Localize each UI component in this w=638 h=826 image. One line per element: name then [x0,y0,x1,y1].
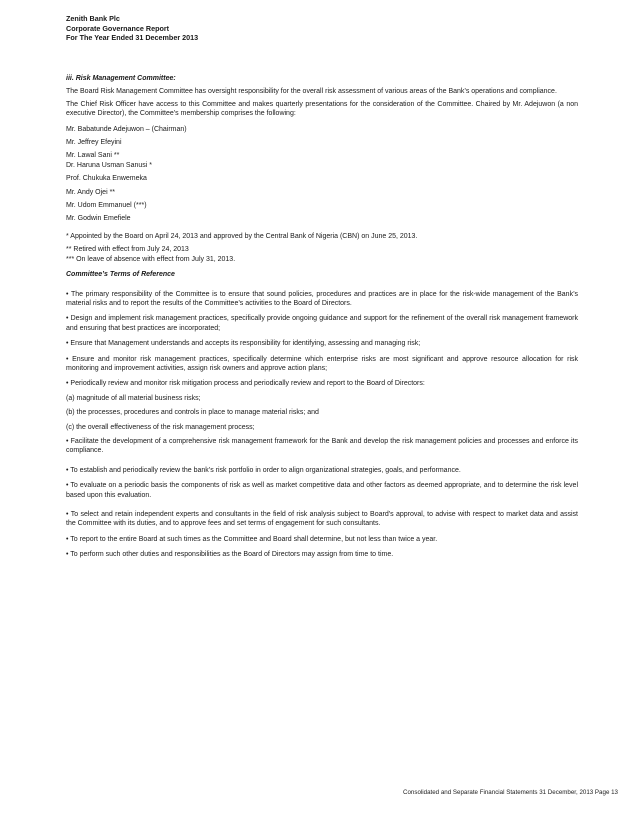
report-title: Corporate Governance Report [66,23,170,33]
page-footer: Consolidated and Separate Financial Statements 31 December, 2013 Page 13 [403,789,618,796]
terms-subitem: (a) magnitude of all material business risks; [66,394,201,402]
member-item: Prof. Chukuka Enwemeka [66,175,147,183]
member-item: Mr. Andy Ojei ** [66,188,116,196]
footnote: ** Retired with effect from July 24, 2013 [66,246,189,254]
member-item: Mr. Godwin Emefiele [66,215,131,223]
member-item: Dr. Haruna Usman Sanusi * [66,161,152,169]
company-name: Zenith Bank Plc [66,14,120,23]
section-paragraph: The Chief Risk Officer have access to this Committee and makes quarterly presentations for the consideration of the Committee. Chaired by Mr. Adejuwon (a non executive Director), the Committee’s membership comprises the following: [66,100,578,118]
footnote: * Appointed by the Board on April 24, 2013 and approved by the Central Bank of Nigeria (CBN) on June 25, 2013. [66,232,418,240]
terms-item: • Ensure and monitor risk management practices, specifically determine which enterprise risks are most significant and approve resource allocation for risk monitoring and improvement activities, assign risk owners and approve action plans; [66,355,578,372]
member-item: Mr. Udom Emmanuel (***) [66,202,147,210]
terms-list [66,290,578,560]
terms-item: • To establish and periodically review the bank’s risk portfolio in order to align organizational strategies, goals, and performance. [66,466,461,474]
terms-item: • The primary responsibility of the Committee is to ensure that sound policies, procedures and practices are in place for the risk-wide management of the Bank’s material risks and to report the results of the Committee’s activities to the Board of Directors. [66,290,578,307]
footnote: *** On leave of absence with effect from July 31, 2013. [66,255,236,263]
terms-subitem: (b) the processes, procedures and controls in place to manage material risks; and [66,409,319,417]
report-period: For The Year Ended 31 December 2013 [66,33,199,43]
terms-item: • To report to the entire Board at such times as the Committee and Board shall determine, but not less than twice a year. [66,535,438,543]
terms-item: • Ensure that Management understands and accepts its responsibility for identifying, assessing and managing risk; [66,340,421,348]
member-list [66,125,578,224]
terms-item: • Design and implement risk management practices, specifically provide ongoing guidance and support for the refinement of the overall risk management framework and ensuring that best practices are incorporated; [66,315,578,332]
member-item: Mr. Jeffrey Efeyini [66,139,122,147]
report-header [66,14,198,43]
terms-item: • Periodically review and monitor risk mitigation process and periodically review and report to the Board of Directors: [66,380,425,388]
footnotes [66,232,578,264]
member-item: Mr. Babatunde Adejuwon – (Chairman) [66,125,187,133]
terms-item: • To evaluate on a periodic basis the components of risk as well as market competitive data and other factors as deemed appropriate, and to determine the risk level based upon this evaluation. [66,482,578,499]
terms-item: • To select and retain independent experts and consultants in the field of risk analysis subject to Board’s approval, to advise with respect to market data and assist the Committee with its duties, and to approve fees and set terms of engagement for such consultants. [66,511,578,528]
report-body [66,74,578,560]
member-item: Mr. Lawal Sani ** [66,152,120,160]
terms-title: Committee’s Terms of Reference [66,271,175,279]
section-title: iii. Risk Management Committee: [66,75,176,82]
terms-item: • Facilitate the development of a comprehensive risk management framework for the Bank and develop the risk management policies and processes and enforce its compliance. [66,437,578,455]
terms-item: • To perform such other duties and responsibilities as the Board of Directors may assign from time to time. [66,551,394,559]
terms-subitem: (c) the overall effectiveness of the risk management process; [66,423,255,431]
section-paragraph: The Board Risk Management Committee has oversight responsibility for the overall risk assessment of various areas of the Bank’s operations and compliance. [66,88,557,96]
